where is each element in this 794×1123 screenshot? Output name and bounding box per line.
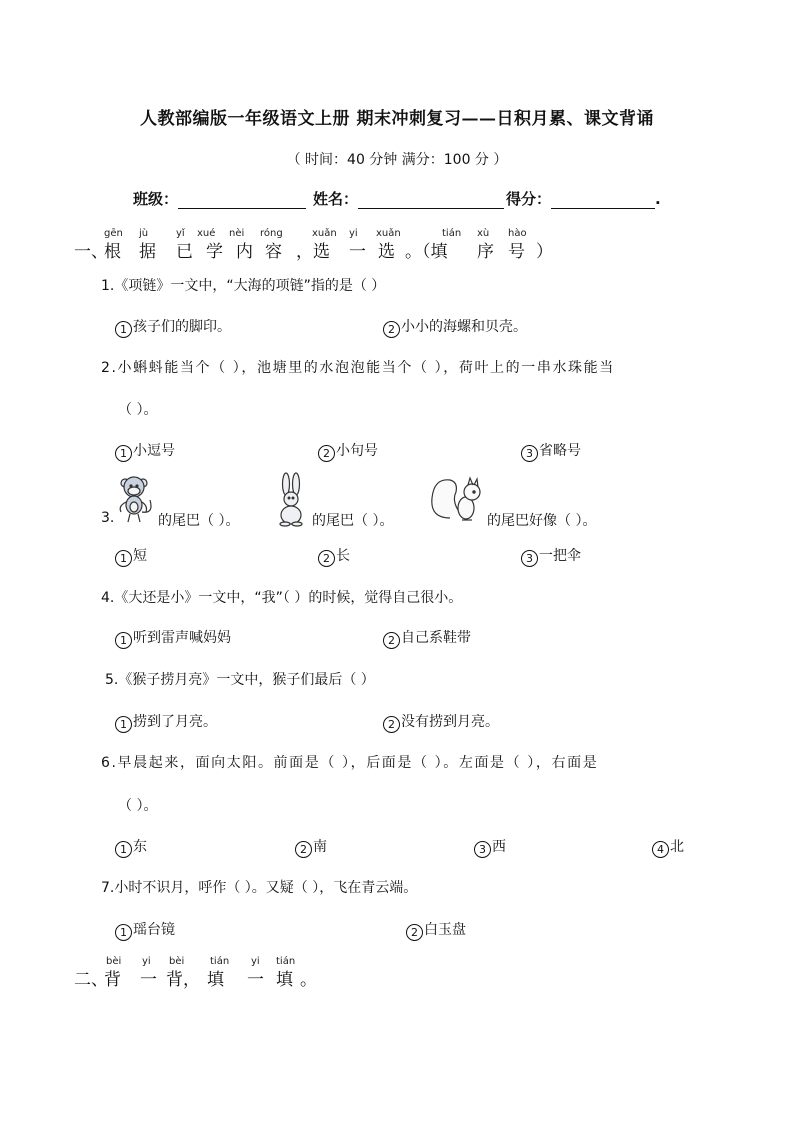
q7-option-1[interactable]: 1 瑶台镜	[115, 919, 175, 941]
page-title: 人教部编版一年级语文上册 期末冲刺复习——日积月累、课文背诵	[140, 109, 654, 129]
q3-option-3[interactable]: 3 一把伞	[521, 545, 581, 567]
q1-option-1[interactable]: 1 孩子们的脚印。	[115, 316, 231, 338]
score-blank[interactable]	[551, 190, 655, 209]
class-blank[interactable]	[178, 190, 306, 209]
question-3-part-1: 的尾巴（ ）。	[158, 513, 240, 529]
q1-option-2[interactable]: 2 小小的海螺和贝壳。	[383, 316, 527, 338]
score-label: 得分：	[506, 190, 552, 208]
class-label: 班级：	[133, 190, 179, 208]
q6-option-3[interactable]: 3 西	[474, 836, 506, 858]
q7-option-2[interactable]: 2 白玉盘	[406, 919, 466, 941]
question-4: 4.《大还是小》一文中，“我”（ ）的时候，觉得自己很小。	[101, 590, 463, 606]
squirrel-icon	[428, 470, 486, 526]
q6-option-4[interactable]: 4 北	[652, 836, 684, 858]
q3-option-1[interactable]: 1 短	[115, 545, 147, 567]
section2-number: 二、	[74, 970, 108, 990]
question-3-number: 3.	[101, 510, 115, 526]
section1-number: 一、	[74, 242, 108, 262]
rabbit-icon	[272, 472, 312, 528]
q5-option-1[interactable]: 1 捞到了月亮。	[115, 711, 217, 733]
q5-option-2[interactable]: 2 没有捞到月亮。	[383, 711, 499, 733]
score-field[interactable]: 得分： .	[506, 190, 661, 208]
name-label: 姓名：	[313, 190, 359, 208]
name-blank[interactable]	[358, 190, 504, 209]
q4-option-1[interactable]: 1 听到雷声喊妈妈	[115, 627, 231, 649]
q3-option-2[interactable]: 2 长	[318, 545, 350, 567]
monkey-icon	[108, 470, 158, 526]
q2-option-2[interactable]: 2 小句号	[318, 440, 378, 462]
q2-option-1[interactable]: 1 小逗号	[115, 440, 175, 462]
q2-option-3[interactable]: 3 省略号	[521, 440, 581, 462]
q6-option-2[interactable]: 2 南	[295, 836, 327, 858]
question-1: 1.《项链》一文中，“大海的项链”指的是（ ）	[101, 278, 386, 294]
question-3-part-2: 的尾巴（ ）。	[312, 513, 394, 529]
q4-option-2[interactable]: 2 自己系鞋带	[383, 627, 471, 649]
question-2-line-2: （ ）。	[118, 402, 158, 418]
question-6-line-2: （ ）。	[118, 798, 158, 814]
question-2-line-1: 2.小蝌蚪能当个（ ），池塘里的水泡泡能当个（ ），荷叶上的一串水珠能当	[101, 360, 615, 376]
question-7: 7.小时不识月，呼作（ ）。又疑（ ），飞在青云端。	[101, 880, 418, 896]
question-3-part-3: 的尾巴好像（ ）。	[487, 513, 597, 529]
class-field[interactable]	[133, 188, 306, 209]
exam-time-score: （ 时间：40 分钟 满分：100 分 ）	[286, 152, 508, 168]
name-field[interactable]	[313, 188, 504, 209]
question-6-line-1: 6.早晨起来，面向太阳。前面是（ ），后面是（ ）。左面是（ ），右面是	[101, 755, 599, 771]
q6-option-1[interactable]: 1 东	[115, 836, 147, 858]
question-5: 5.《猴子捞月亮》一文中，猴子们最后（ ）	[105, 672, 375, 688]
